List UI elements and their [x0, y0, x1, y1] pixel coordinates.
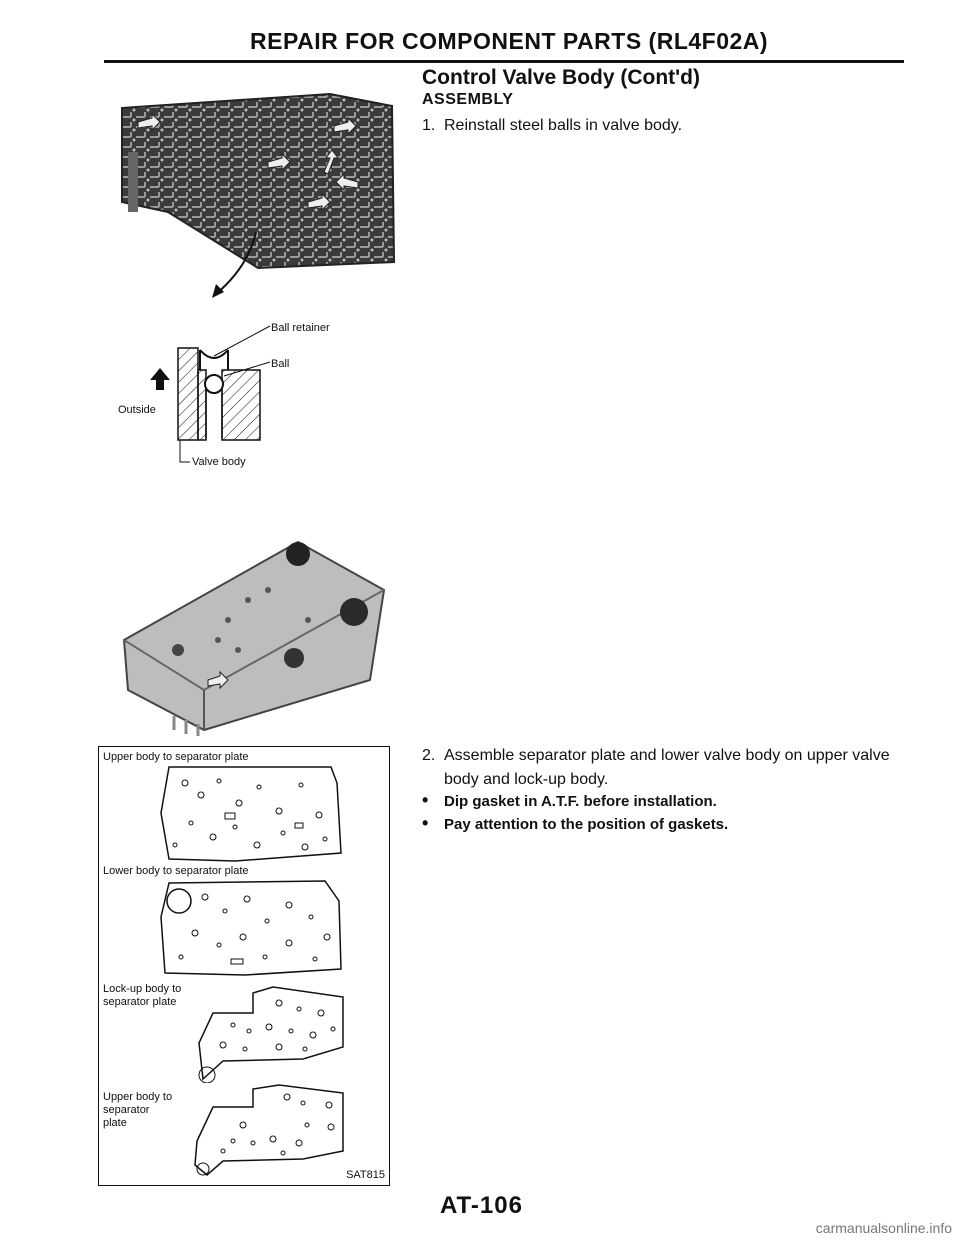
- label-upper-to-separator: Upper body to separator plate: [103, 751, 249, 763]
- outside-arrow-icon: [150, 368, 170, 390]
- label-lockup-line-2: separator plate: [103, 996, 177, 1008]
- step-2-number: 2.: [422, 747, 436, 764]
- lockup-separator-plate-drawing: [183, 983, 353, 1083]
- section-title: Control Valve Body (Cont'd): [422, 66, 700, 89]
- bullet-dot-icon: •: [422, 813, 429, 833]
- label-lockup-line-1: Lock-up body to: [103, 983, 182, 995]
- valve-body-top-photo: [108, 82, 398, 304]
- label-upper-to-separator-2: [103, 1091, 172, 1130]
- ball-retainer-diagram: [150, 320, 350, 470]
- label-upper-line-3: plate: [103, 1117, 127, 1129]
- step-1-text: Reinstall steel balls in valve body.: [444, 117, 683, 134]
- label-lockup-to-separator: [103, 983, 181, 1009]
- label-lower-to-separator: Lower body to separator plate: [103, 865, 249, 877]
- callout-ball-retainer: Ball retainer: [271, 322, 330, 334]
- step-2-text: Assemble separator plate and lower valve body on upper valve body and lock-up body.: [444, 747, 890, 788]
- upper-separator-plate-drawing: [155, 763, 345, 865]
- callout-ball: Ball: [271, 358, 290, 370]
- step-1: [422, 114, 682, 138]
- callout-outside: Outside: [118, 404, 156, 416]
- bullet-2-text: Pay attention to the position of gaskets.: [444, 816, 729, 833]
- bullet-1-text: Dip gasket in A.T.F. before installation.: [444, 793, 717, 810]
- bullet-2: [422, 813, 728, 834]
- label-upper-line-2: separator: [103, 1104, 150, 1116]
- lower-separator-plate-drawing: [155, 877, 345, 979]
- header-rule: [104, 60, 904, 63]
- valve-body-assembly-photo: [108, 530, 398, 740]
- subsection-title: ASSEMBLY: [422, 91, 514, 108]
- watermark: carmanualsonline.info: [815, 1220, 952, 1236]
- page-header-title: REPAIR FOR COMPONENT PARTS (RL4F02A): [250, 28, 769, 54]
- step-1-number: 1.: [422, 117, 436, 134]
- step-2: [422, 744, 900, 792]
- separator-plate-figure: [98, 746, 390, 1186]
- label-upper-line-1: Upper body to: [103, 1091, 173, 1103]
- bullet-dot-icon: •: [422, 790, 429, 810]
- figure-code: SAT815: [346, 1169, 385, 1181]
- callout-valve-body: Valve body: [192, 456, 246, 468]
- upper-separator-plate-2-drawing: [183, 1081, 353, 1177]
- page-number: AT-106: [440, 1192, 523, 1219]
- bullet-1: [422, 790, 717, 811]
